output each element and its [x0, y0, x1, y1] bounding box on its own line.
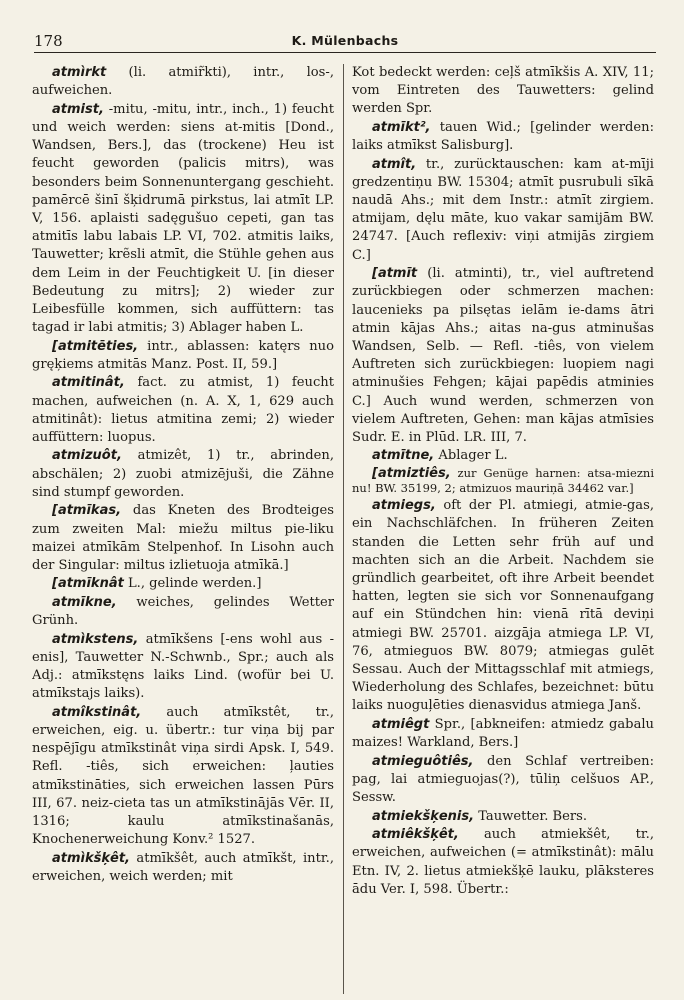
headword: atmìkstens,: [52, 631, 139, 647]
entry-text: Spr., [abkneifen: atmiedz gabalu maizes! Warkland, Bers.]: [352, 716, 654, 751]
entry-atmirkt: [32, 64, 334, 100]
headword: atmît,: [372, 156, 417, 172]
headword: atmiegs,: [372, 498, 436, 514]
entry-atmizuot: [32, 447, 334, 502]
entry-atmit-li: [352, 265, 654, 447]
headword: [atmīt: [372, 266, 418, 282]
headword: [atmīkas,: [52, 503, 122, 519]
entry-atmiegs: [352, 497, 654, 715]
page-number: 178: [34, 32, 63, 50]
column-divider: [343, 64, 344, 994]
entry-text: (li. atmir̃kti), intr., los-, aufweichen.: [32, 65, 334, 99]
entry-text: oft der Pl. atmiegi, atmie-gas, ein Nachschläfchen. In früheren Zeiten standen die Letten sehr früh auf und machten sich an die Arbeit. Nachdem sie gründlich gearbeitet, oft ihre Arbeit beendet hatten, legten sie sich vor Sonnenaufgang auf ein Stündchen hin: vienā rītā deviņi atmiegi BW. 25701. aizgāja atmiega LP. VI, 76, atmieguos BW. 8079; atmiegas gulēt Sessau. Auch der Mittagsschlaf mit atmiegs, Wiederholung des Schlafes, bezeichnet: būtu laiks nuoguļēties dienasvidus atmiega Janš.: [352, 498, 654, 714]
headword: atmîkstinât,: [52, 704, 142, 720]
entry-atmikstens: [32, 631, 334, 704]
headword: atmiêkšķêt,: [372, 827, 459, 843]
entry-atmieguoties: [352, 753, 654, 808]
headword: atmītne,: [372, 448, 435, 464]
left-column: [32, 64, 334, 996]
entry-text: Tauwetter. Bers.: [474, 808, 588, 824]
entry-text: intr., ablassen: katęrs nuo gręķiems atmitās Manz. Post. II, 59.]: [32, 338, 334, 372]
entry-text: auch atmiekšêt, tr., erweichen, aufweichen (= atmīkstinât): mālu Etn. IV, 2. lietus atmiekšķē lauku, plāksteres ādu Ver. I, 598. Übertr.:: [352, 827, 654, 897]
headword: [atmitēties,: [52, 338, 139, 354]
headword: atmist,: [52, 101, 104, 117]
entry-atmieksket: [352, 826, 654, 899]
entry-text: L., gelinde werden.]: [123, 576, 262, 592]
entry-text: atmizêt, 1) tr., abrinden, abschälen; 2) zuobi atmizējuši, die Zähne sind stumpf geworden.: [32, 448, 334, 500]
entry-text: Ablager L.: [434, 448, 508, 464]
headword: [atmīknât: [52, 576, 124, 592]
headword: atmìkšķêt,: [52, 850, 130, 866]
entry-atmitne: [352, 447, 654, 465]
entry-atmikt2: [352, 119, 654, 155]
entry-text: auch atmīkstêt, tr., erweichen, eig. u. übertr.: tur viņa bij par nespējīgu atmīkstinât viņa sirdi Apsk. I, 549. Refl. -tiês, sich erweichen: ļauties atmīkstināties, sich erweichen lassen Pūrs III, 67. neiz-cieta tas un atmīkstinājās Vēr. II, 1316; kaulu atmīkstinašanās, Knochenerweichung Konv.² 1527.: [32, 704, 334, 848]
running-title: K. Mülenbachs: [291, 33, 399, 48]
headword: atmìrkt: [52, 65, 107, 80]
entry-text: zur Genüge harnen: atsa-miezni nu! BW. 35199, 2; atmizuos mauriņā 34462 var.]: [352, 465, 654, 496]
entry-text: Kot bedeckt werden: ceļš atmīkšis A. XIV, 11; vom Eintreten des Tauwetters: gelind werden Spr.: [352, 65, 654, 117]
entry-atmikne: [32, 594, 334, 630]
right-column: [352, 64, 654, 996]
headword: atmīkt²,: [372, 119, 431, 135]
entry-text: (li. atminti), tr., viel auftretend zurückbiegen oder schmerzen machen: laucenieks pa pilsętas ielām ie-dams ātri atmin kājas Ahs.; aitas na-gus atminušas Wandsen, Selb. — Refl. -tiês, von vielem Auftreten sich zurückbiegen: luopiem nagi atminušies Fehgen; kājai papēdis atminies C.] Auch wund werden, schmerzen von vielem Auftreten, Gehen: man kājas atmīsies Sudr. E. in Plūd. LR. III, 7.: [352, 266, 654, 445]
entry-atmiteties: [32, 338, 334, 374]
entry-text: fact. zu atmist, 1) feucht machen, aufweichen (n. A. X, 1, 629 auch atmitinât): lietus atmitina zemi; 2) wieder auffüttern: luopus.: [32, 375, 334, 445]
entry-atmit: [352, 156, 654, 265]
headword: atmitinât,: [52, 375, 125, 391]
entry-atmist: [32, 101, 334, 338]
entry-text: -mitu, -mitu, intr., inch., 1) feucht und weich werden: siens at-mitis [Dond., Wandsen, Bers.], das (trockene) Heu ist feucht geworden (palicis mitrs), was besonders beim Sonnenuntergang geschieht. pamērcē šinī šķidrumā pirkstus, lai atmīt LP. V, 156. aplaisti sadęgušuo cepeti, gan tas atmitīs labu labais LP. VI, 702. atmitis laiks, Tauwetter; krẽsli atmīt, die Stühle gehen aus dem Leim in der Feuchtigkeit U. [in dieser Bedeutung zu mitrs]; 2) wieder zur Leibesfülle kommen, sich auffüttern: tas tagad ir labi atmitis; 3) Ablager haben L.: [32, 101, 334, 336]
headword: atmiekšķenis,: [372, 808, 475, 824]
entry-text: atmīkšêt, auch atmīkšt, intr., erweichen, weich werden; mit: [32, 850, 334, 884]
entry-atmikskeet: [32, 850, 334, 886]
entry-atmieksķenis: [352, 808, 654, 826]
entry-atmiknat: [32, 575, 334, 593]
entry-atmikas: [32, 502, 334, 575]
entry-atmitinat: [32, 374, 334, 447]
headword: atmizuôt,: [52, 448, 122, 464]
entry-text: das Kneten des Brodteiges zum zweiten Mal: miežu miltus pie-liku maizei atmīkām Stelpenhof. In Lisohn auch der Singular: miltus izlietuoja atmīkā.]: [32, 503, 334, 573]
entry-text: tauen Wid.; [gelinder werden: laiks atmīkst Salisburg].: [352, 119, 654, 154]
entry-text: den Schlaf vertreiben: pag, lai atmieguojas(?), tūliņ celšuos AP., Sessw.: [352, 753, 654, 806]
headword: atmiêgt: [372, 716, 430, 732]
headword: atmīkne,: [52, 594, 117, 610]
entry-atmiegt: [352, 716, 654, 752]
entry-atmikstinat: [32, 704, 334, 850]
entry-continuation: [352, 64, 654, 119]
entry-atmizties: [352, 466, 654, 497]
headword: [atmiztiês,: [372, 465, 451, 481]
entry-text: weiches, gelindes Wetter Grünh.: [32, 594, 334, 629]
entry-text: atmīkšens [-ens wohl aus -enis], Tauwetter N.-Schwnb., Spr.; auch als Adj.: atmīkstęns laiks Lind. (wofür bei U. atmīkstajs laiks).: [32, 631, 334, 702]
entry-text: tr., zurücktauschen: kam at-mīji gredzentiņu BW. 15304; atmīt pusrubuli sīkā naudā Ahs.; mit dem Instr.: atmīt zirgiem. atmijam, dęlu māte, kuo vakar samijām BW. 24747. [Auch reflexiv: viņi atmijās zirgiem C.]: [352, 156, 654, 263]
headword: atmieguôtiês,: [372, 753, 474, 769]
page-header: [34, 30, 656, 53]
